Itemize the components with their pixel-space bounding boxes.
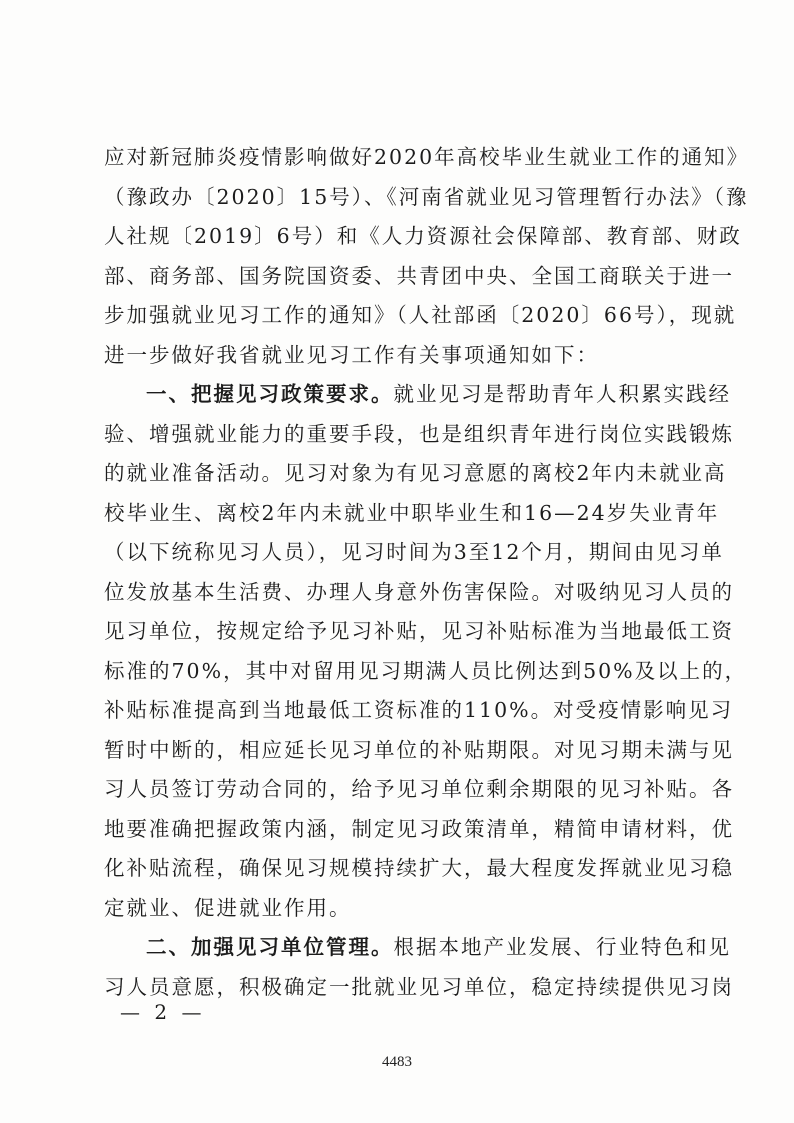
text-line: 习人员签订劳动合同的，给予见习单位剩余期限的见习补贴。各 (104, 777, 734, 801)
text-line: 步加强就业见习工作的通知》（人社部函〔2020〕66号），现就 (104, 303, 737, 327)
text-line: 的就业准备活动。见习对象为有见习意愿的离校2年内未就业高 (104, 461, 727, 485)
text-line: 验、增强就业能力的重要手段，也是组织青年进行岗位实践锻炼 (104, 421, 734, 446)
text-line: 进一步做好我省就业见习工作有关事项通知如下： (104, 342, 599, 367)
text-line: （豫政办〔2020〕15号）、《河南省就业见习管理暂行办法》（豫 (104, 184, 749, 209)
text-line: 补贴标准提高到当地最低工资标准的110%。对受疫情影响见习 (104, 698, 734, 722)
section-1-first-line (104, 375, 731, 415)
text-line: 习人员意愿，积极确定一批就业见习单位，稳定持续提供见习岗 (104, 974, 734, 999)
text-line: 定就业、促进就业作用。 (104, 895, 352, 920)
text-line: 地要准确把握政策内涵，制定见习政策清单，精简申请材料，优 (104, 816, 734, 841)
section-1-heading: 一、把握见习政策要求。 (146, 382, 394, 406)
text-line: 化补贴流程，确保见习规模持续扩大，最大程度发挥就业见习稳 (104, 856, 734, 880)
text-line: 人社规〔2019〕6号）和《人力资源社会保障部、教育部、财政 (104, 224, 742, 248)
page-number: — 2 — (120, 1000, 206, 1024)
section-1-first-text: 就业见习是帮助青年人积累实践经 (393, 382, 731, 406)
text-line: 见习单位，按规定给予见习补贴，见习补贴标准为当地最低工资 (104, 619, 734, 643)
section-2-first-line (104, 928, 731, 968)
text-line: 部、商务部、国务院国资委、共青团中央、全国工商联关于进一 (104, 263, 734, 288)
text-line: 应对新冠肺炎疫情影响做好2020年高校毕业生就业工作的通知》 (104, 145, 750, 169)
body-text (104, 138, 750, 1007)
text-line: 校毕业生、离校2年内未就业中职毕业生和16—24岁失业青年 (104, 500, 720, 525)
section-2-first-text: 根据本地产业发展、行业特色和见 (393, 935, 731, 959)
text-line: （以下统称见习人员），见习时间为3至12个月，期间由见习单 (104, 540, 724, 564)
text-line: 位发放基本生活费、办理人身意外伤害保险。对吸纳见习人员的 (104, 579, 734, 604)
section-2-heading: 二、加强见习单位管理。 (146, 935, 394, 959)
text-line: 标准的70%，其中对留用见习期满人员比例达到50%及以上的， (104, 658, 748, 683)
text-line: 暂时中断的，相应延长见习单位的补贴期限。对见习期未满与见 (104, 737, 734, 762)
stamp-number: 4483 (382, 1054, 412, 1070)
